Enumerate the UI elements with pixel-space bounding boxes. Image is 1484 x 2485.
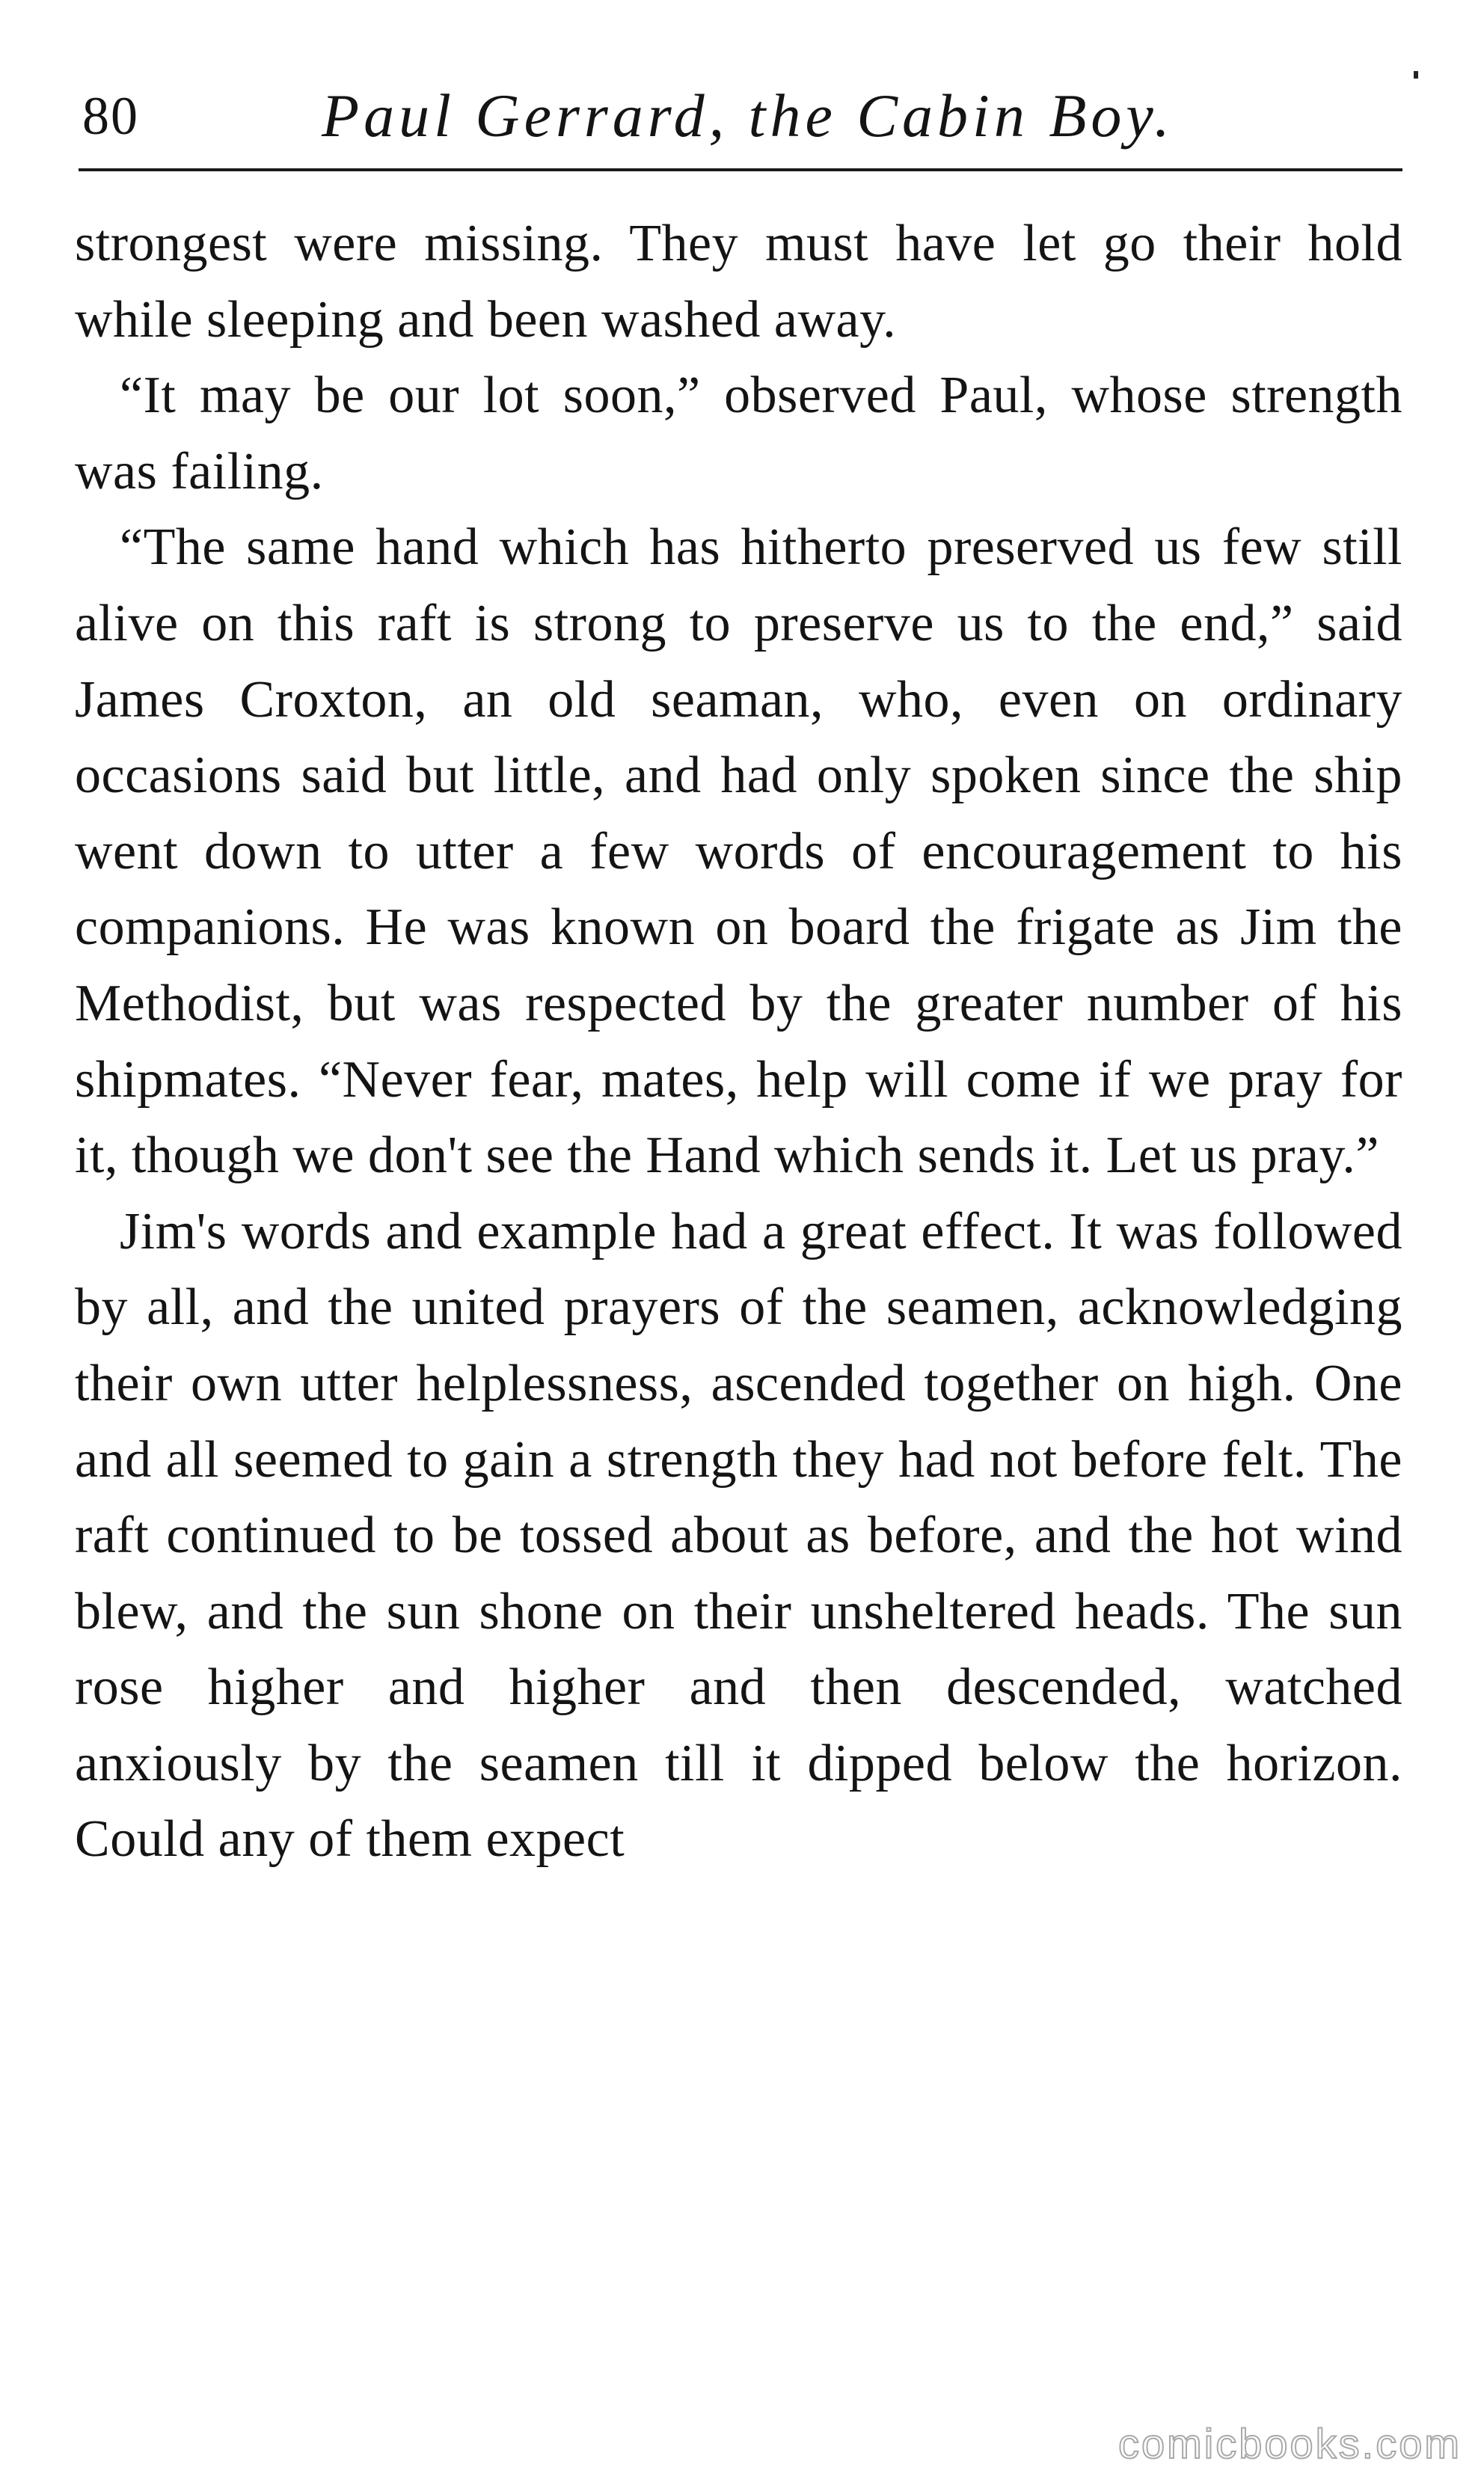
body-text [75,206,1402,1878]
ink-speck [1414,71,1418,79]
paragraph: Jim's words and example had a great effect. It was followed by all, and the united prayers of the seamen, acknowledging their own utter helplessness, ascended together on high. One and all seemed to gain a strength they had not before felt. The raft continued to be tossed about as before, and the hot wind blew, and the sun shone on their unsheltered heads. The sun rose higher and higher and then descended, watched anxiously by the seamen till it dipped below the horizon. Could any of them expect [75,1202,1402,1869]
paragraph-continued: strongest were missing. They must have let go their hold while sleeping and been washed away. [75,215,1402,349]
page-header [82,71,1414,161]
header-rule [79,168,1402,171]
page-number: 80 [82,86,139,146]
paragraph: “It may be our lot soon,” observed Paul, whose strength was failing. [75,367,1402,500]
watermark: comicbooks.com [1117,2420,1462,2467]
paragraph: “The same hand which has hitherto preserved us few still alive on this raft is strong to preserve us to the end,” said James Croxton, an old seaman, who, even on ordinary occasions said but little, and had only spoken since the ship went down to utter a few words of encouragement to his companions. He was known on board the frigate as Jim the Methodist, but was respected by the greater number of his shipmates. “Never fear, mates, help will come if we pray for it, though we don't see the Hand which sends it. Let us pray.” [75,518,1402,1185]
running-title: Paul Gerrard, the Cabin Boy. [322,82,1174,150]
